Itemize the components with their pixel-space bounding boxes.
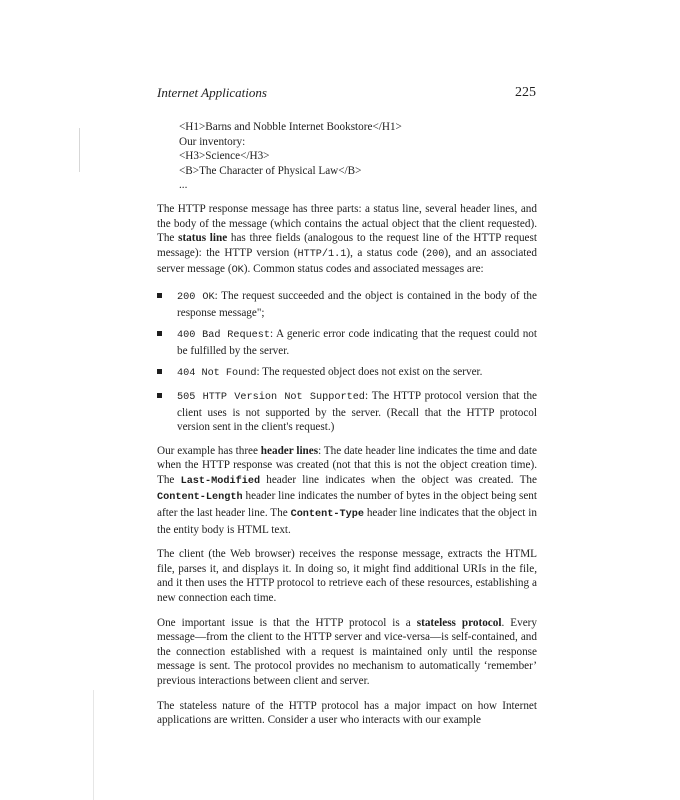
code-line: ... — [179, 179, 188, 192]
status-code: 404 Not Found — [177, 368, 257, 380]
text-run: header line indicates the number of bytes in the object being sent after the last header line. The — [157, 490, 537, 520]
code-status-code: 200 — [426, 248, 445, 260]
text-run: ), and an associated server message ( — [157, 246, 537, 276]
status-code: 400 Bad Request — [177, 330, 271, 342]
running-head — [157, 85, 539, 105]
term-header-lines: header lines — [260, 444, 319, 457]
text-run: has three fields (analogous to the request line of the HTTP request message): the HTTP version ( — [157, 232, 537, 259]
paragraph-response-message — [157, 202, 537, 279]
code-line: <H3>Science</H3> — [179, 150, 270, 163]
list-item — [157, 389, 537, 435]
scan-artifact-line — [79, 128, 80, 172]
text-run: . Every message—from the client to the HTTP server and vice-versa—is self-contained, and the connection established with a request is maintained only until the response message is sent. The protocol provides no mechanism to automatically ‘remember’ previous interactions between client and server. — [157, 616, 537, 687]
paragraph-client-browser: The client (the Web browser) receives the response message, extracts the HTML file, parses it, and displays it. In doing so, it might find additional URIs in the file, and it then uses the HTTP protocol to retrieve each of these resources, establishing a new connection each time. — [157, 548, 537, 605]
paragraph-header-lines — [157, 444, 537, 538]
text-run: One important issue is that the HTTP protocol is a — [157, 616, 417, 629]
status-code: 200 OK — [177, 291, 215, 303]
page-number: 225 — [515, 85, 536, 100]
status-code: 505 HTTP Version Not Supported — [177, 391, 365, 403]
bullet-square-icon — [157, 331, 162, 336]
scan-artifact-line — [93, 690, 94, 800]
code-server-message: OK — [231, 265, 244, 277]
code-content-length: Content-Length — [157, 492, 243, 504]
body-text — [157, 120, 537, 728]
html-code-example — [179, 120, 537, 193]
status-description: : The HTTP protocol version that the client uses is not supported by the server. (Recall that the HTTP protocol version sent in the client's request.) — [177, 389, 538, 434]
text-run: header line indicates when the object was created. The — [260, 473, 537, 486]
chapter-title: Internet Applications — [157, 85, 267, 100]
text-run: Our example has three — [157, 444, 261, 457]
list-item — [157, 327, 537, 358]
bullet-square-icon — [157, 393, 162, 398]
status-description: : A generic error code indicating that the request could not be fulfilled by the server. — [177, 328, 537, 357]
term-status-line: status line — [178, 232, 228, 245]
list-item — [157, 365, 537, 382]
bullet-square-icon — [157, 369, 162, 374]
code-line: <B>The Character of Physical Law</B> — [179, 164, 362, 177]
text-run: header line indicates that the object in the entity body is HTML text. — [157, 507, 537, 536]
list-item — [157, 289, 537, 320]
status-code-list — [157, 289, 537, 435]
text-run: ), a status code ( — [346, 246, 427, 259]
code-content-type: Content-Type — [290, 509, 364, 521]
status-description: : The request succeeded and the object is contained in the body of the response message"; — [177, 289, 537, 319]
code-line: Our inventory: — [179, 135, 246, 148]
text-run: The HTTP response message has three parts: a status line, several header lines, and the body of the message (which contains the actual object that the client requested). The — [157, 202, 537, 245]
status-description: : The requested object does not exist on the server. — [256, 366, 483, 379]
text-run: ). Common status codes and associated messages are: — [243, 263, 484, 276]
text-run: : The date header line indicates the time and date when the HTTP response was created (not that this is not the object creation time). The — [157, 444, 537, 486]
code-last-modified: Last-Modified — [180, 475, 261, 487]
term-stateless-protocol: stateless protocol — [416, 616, 502, 629]
code-http-version: HTTP/1.1 — [297, 248, 347, 260]
paragraph-stateless-impact: The stateless nature of the HTTP protocol has a major impact on how Internet applications are written. Consider a user who interacts with our example — [157, 699, 537, 727]
bullet-square-icon — [157, 293, 162, 298]
paragraph-stateless — [157, 616, 537, 689]
code-line: <H1>Barns and Nobble Internet Bookstore</H1> — [179, 121, 402, 133]
